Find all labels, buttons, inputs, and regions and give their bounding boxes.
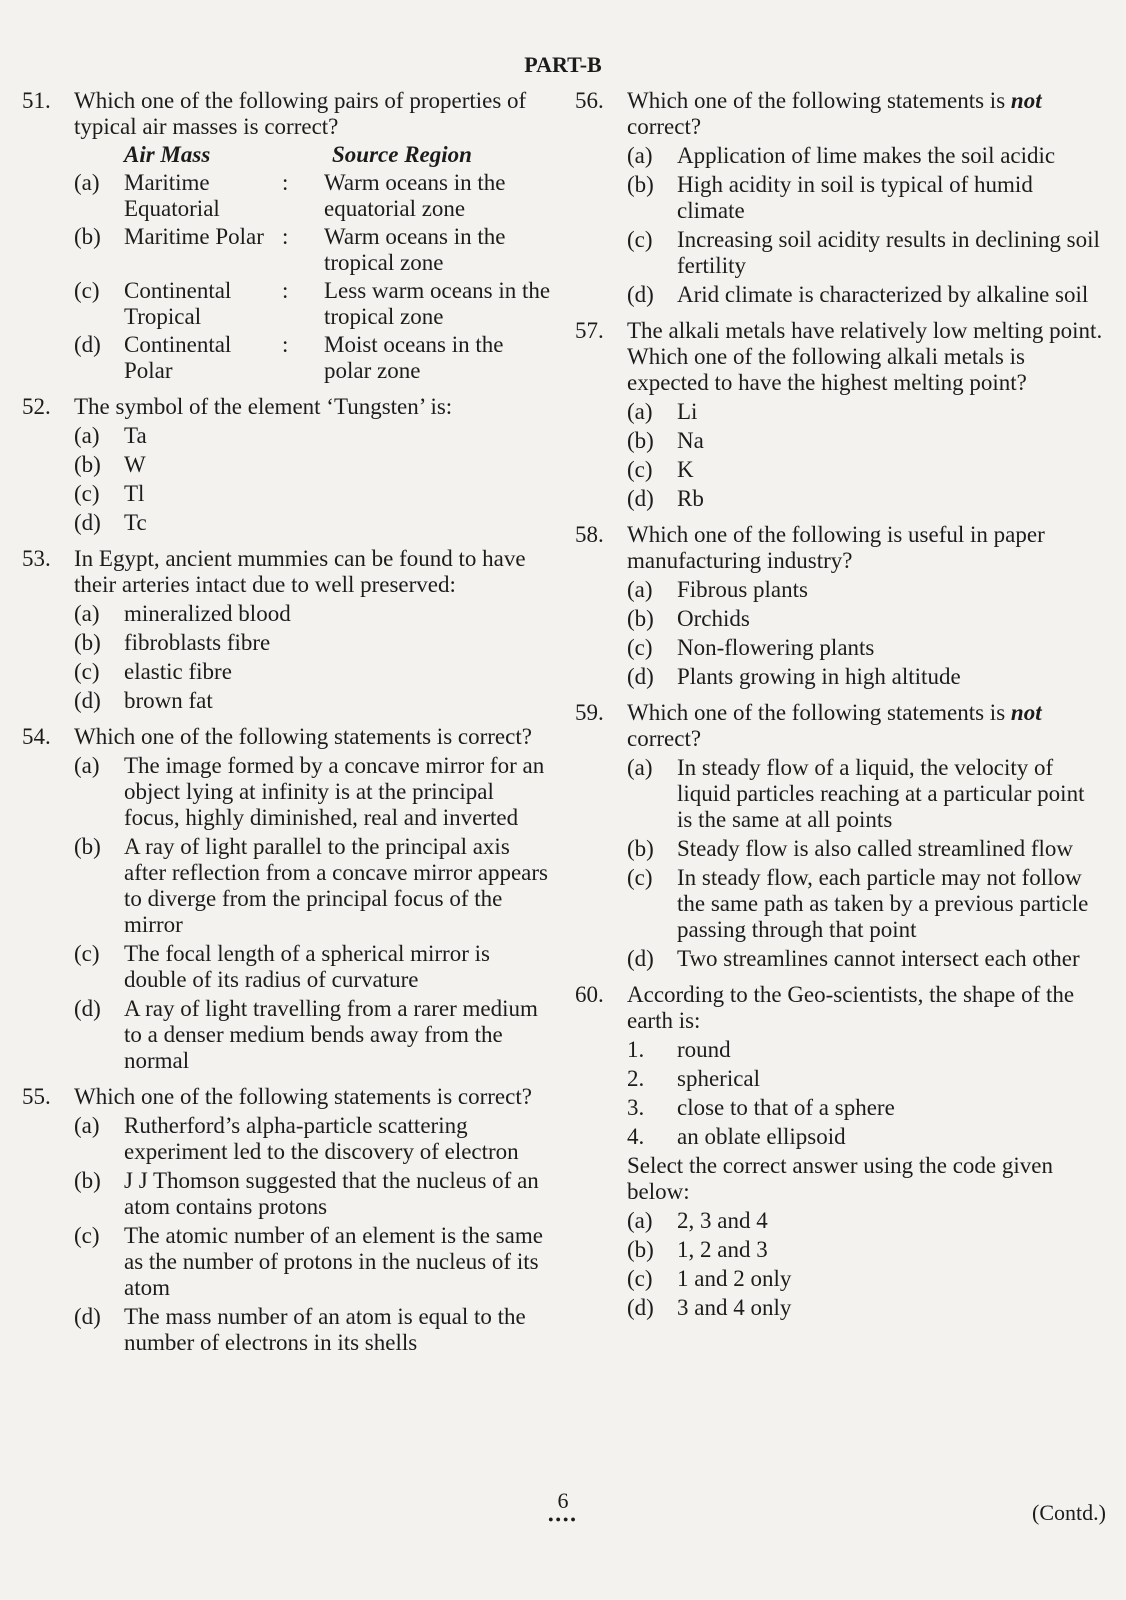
option [74,630,552,656]
option [627,399,1103,425]
option-text: A ray of light travelling from a rarer medium to a denser medium bends away from the normal [124,996,538,1073]
question-57 [575,318,1103,512]
option-label: (c) [74,481,100,506]
question-text: The alkali metals have relatively low melting point. Which one of the following alkali metals is expected to have the highest melting point? [627,318,1103,395]
option-text: mineralized blood [124,601,291,626]
option-text: elastic fibre [124,659,232,684]
option-text: The mass number of an atom is equal to the number of electrons in its shells [124,1304,526,1355]
option-label: (d) [74,688,101,713]
option [74,601,552,627]
question-number: 52. [22,394,51,419]
option-label: (a) [74,753,100,778]
option [627,1208,1103,1234]
option-text: Na [677,428,704,453]
emphasis-not: not [1010,700,1042,725]
option [74,452,552,478]
option-text: Tc [124,510,147,535]
question-number: 53. [22,546,51,571]
option [74,510,552,536]
question-text-start: Which one of the following statements is [627,700,1006,725]
option [74,1304,552,1356]
question-text: Which one of the following is useful in paper manufacturing industry? [627,522,1045,573]
option [627,227,1103,279]
separator: : [282,170,289,195]
option-text: In steady flow, each particle may not follow the same path as taken by a previous particle passing through that point [677,865,1089,942]
option-label: (d) [74,510,101,535]
option [627,282,1103,308]
option [74,834,552,938]
air-mass: Maritime Polar [124,224,264,249]
option [627,428,1103,454]
option-text: Tl [124,481,145,506]
option [74,481,552,507]
option-text: Non-flowering plants [677,635,875,660]
item-label: 2. [627,1066,645,1091]
option [74,753,552,831]
option [74,688,552,714]
option-label: (c) [74,941,100,966]
question-number: 55. [22,1084,51,1109]
question-number: 57. [575,318,604,343]
option-label: (d) [74,996,101,1021]
option [627,606,1103,632]
option-label: (c) [74,659,100,684]
option [74,996,552,1074]
statement-item [627,1066,1103,1092]
statement-item [627,1124,1103,1150]
question-text-end: correct? [627,114,702,139]
option-label: (d) [627,486,654,511]
question-53 [22,546,552,714]
option [627,865,1103,943]
option-text: K [677,457,694,482]
option-text: Arid climate is characterized by alkaline soil [677,282,1089,307]
option-text: J J Thomson suggested that the nucleus of an atom contains protons [124,1168,539,1219]
option-label: (b) [627,1237,654,1262]
option-label: (a) [74,601,100,626]
option-text: High acidity in soil is typical of humid climate [677,172,1033,223]
statement-item [627,1095,1103,1121]
option [627,143,1103,169]
right-column [575,88,1103,1331]
option-text: Rutherford’s alpha-particle scattering experiment led to the discovery of electron [124,1113,519,1164]
option [74,423,552,449]
separator: : [282,224,289,249]
option-text: fibroblasts fibre [124,630,271,655]
option-label: (c) [74,278,100,303]
left-column [22,88,552,1366]
separator: : [282,332,289,357]
source-region: Warm oceans in the equatorial zone [324,170,506,221]
table-header [74,142,552,168]
option [627,172,1103,224]
option-text: Plants growing in high altitude [677,664,961,689]
option-label: (b) [627,172,654,197]
question-number: 60. [575,982,604,1007]
option-text: Application of lime makes the soil acidic [677,143,1056,168]
option-text: A ray of light parallel to the principal axis after reflection from a concave mirror appears to diverge from the principal focus of the mirror [124,834,548,937]
separator: : [282,278,289,303]
question-text: In Egypt, ancient mummies can be found to have their arteries intact due to well preserved: [74,546,526,597]
option-text: Fibrous plants [677,577,808,602]
question-55 [22,1084,552,1356]
option-label: (a) [74,170,100,195]
question-52 [22,394,552,536]
option-label: (b) [74,834,101,859]
option [74,941,552,993]
item-text: spherical [677,1066,761,1091]
question-51 [22,88,552,384]
option-label: (a) [74,1113,100,1138]
question-number: 54. [22,724,51,749]
item-label: 3. [627,1095,645,1120]
option-row [74,170,552,222]
option-text: 3 and 4 only [677,1295,792,1320]
option-text: The atomic number of an element is the same as the number of protons in the nucleus of its atom [124,1223,543,1300]
option [627,577,1103,603]
option [627,457,1103,483]
source-region: Less warm oceans in the tropical zone [324,278,551,329]
option [74,659,552,685]
option [627,1266,1103,1292]
question-text-end: correct? [627,726,702,751]
instruction-text: Select the correct answer using the code given below: [627,1153,1053,1204]
option-label: (a) [627,755,653,780]
question-54 [22,724,552,1074]
option-row [74,278,552,330]
option-row [74,224,552,276]
option-label: (b) [627,428,654,453]
option [627,635,1103,661]
option-text: 1 and 2 only [677,1266,792,1291]
option-label: (d) [627,1295,654,1320]
option-label: (a) [627,399,653,424]
option-text: brown fat [124,688,213,713]
option [74,1168,552,1220]
option [627,486,1103,512]
option-text: Steady flow is also called streamlined flow [677,836,1074,861]
option-label: (a) [627,1208,653,1233]
option-label: (b) [627,606,654,631]
question-59 [575,700,1103,972]
question-text-start: Which one of the following statements is [627,88,1006,113]
option-text: The focal length of a spherical mirror is double of its radius of curvature [124,941,490,992]
option-label: (b) [74,630,101,655]
item-text: an oblate ellipsoid [677,1124,846,1149]
question-number: 58. [575,522,604,547]
page-title: PART-B [524,52,602,77]
option-text: Li [677,399,698,424]
decorative-dots: ●●●● [548,1514,578,1524]
col-air-mass: Air Mass [124,142,211,167]
option-text: W [124,452,146,477]
option-text: The image formed by a concave mirror for an object lying at infinity is at the principal focus, highly diminished, real and inverted [124,753,545,830]
option-text: Increasing soil acidity results in declining soil fertility [677,227,1100,278]
option [627,946,1103,972]
option-label: (c) [74,1223,100,1248]
option-text: Rb [677,486,704,511]
emphasis-not: not [1010,88,1042,113]
option-text: Ta [124,423,147,448]
option-label: (c) [627,227,653,252]
question-56 [575,88,1103,308]
option-text: Orchids [677,606,750,631]
option [627,1237,1103,1263]
option-label: (b) [627,836,654,861]
item-text: close to that of a sphere [677,1095,895,1120]
page-number: 6 [557,1488,569,1513]
option-label: (d) [627,664,654,689]
option [627,664,1103,690]
air-mass: Continental Tropical [124,278,232,329]
option [74,1223,552,1301]
option-label: (d) [74,332,101,357]
question-number: 59. [575,700,604,725]
option-text: 2, 3 and 4 [677,1208,768,1233]
air-mass: Continental Polar [124,332,232,383]
question-text [627,700,1103,752]
option-label: (a) [627,143,653,168]
source-region: Moist oceans in the polar zone [324,332,504,383]
option-label: (b) [74,1168,101,1193]
question-text: The symbol of the element ‘Tungsten’ is: [74,394,453,419]
contd-label: (Contd.) [1032,1500,1106,1525]
option-label: (a) [627,577,653,602]
option-label: (c) [627,1266,653,1291]
option-label: (d) [627,946,654,971]
option-row [74,332,552,384]
item-text: round [677,1037,731,1062]
option [627,1295,1103,1321]
question-60 [575,982,1103,1321]
question-number: 56. [575,88,604,113]
question-58 [575,522,1103,690]
option-label: (d) [627,282,654,307]
option-label: (c) [627,635,653,660]
option [74,1113,552,1165]
option-text: Two streamlines cannot intersect each other [677,946,1080,971]
question-number: 51. [22,88,51,113]
air-mass: Maritime Equatorial [124,170,220,221]
question-text: According to the Geo-scientists, the shape of the earth is: [627,982,1075,1033]
option-label: (b) [74,224,101,249]
option-label: (c) [627,865,653,890]
item-label: 4. [627,1124,645,1149]
option-text: In steady flow of a liquid, the velocity of liquid particles reaching at a particular point is the same at all points [677,755,1085,832]
option-text: 1, 2 and 3 [677,1237,768,1262]
option [627,755,1103,833]
option-label: (a) [74,423,100,448]
option [627,836,1103,862]
question-text: Which one of the following statements is correct? [74,724,532,749]
col-source-region: Source Region [332,142,472,167]
option-label: (d) [74,1304,101,1329]
question-text: Which one of the following statements is correct? [74,1084,532,1109]
statement-item [627,1037,1103,1063]
item-label: 1. [627,1037,645,1062]
option-label: (c) [627,457,653,482]
option-label: (b) [74,452,101,477]
question-text [627,88,1103,140]
source-region: Warm oceans in the tropical zone [324,224,506,275]
question-text: Which one of the following pairs of properties of typical air masses is correct? [74,88,527,139]
